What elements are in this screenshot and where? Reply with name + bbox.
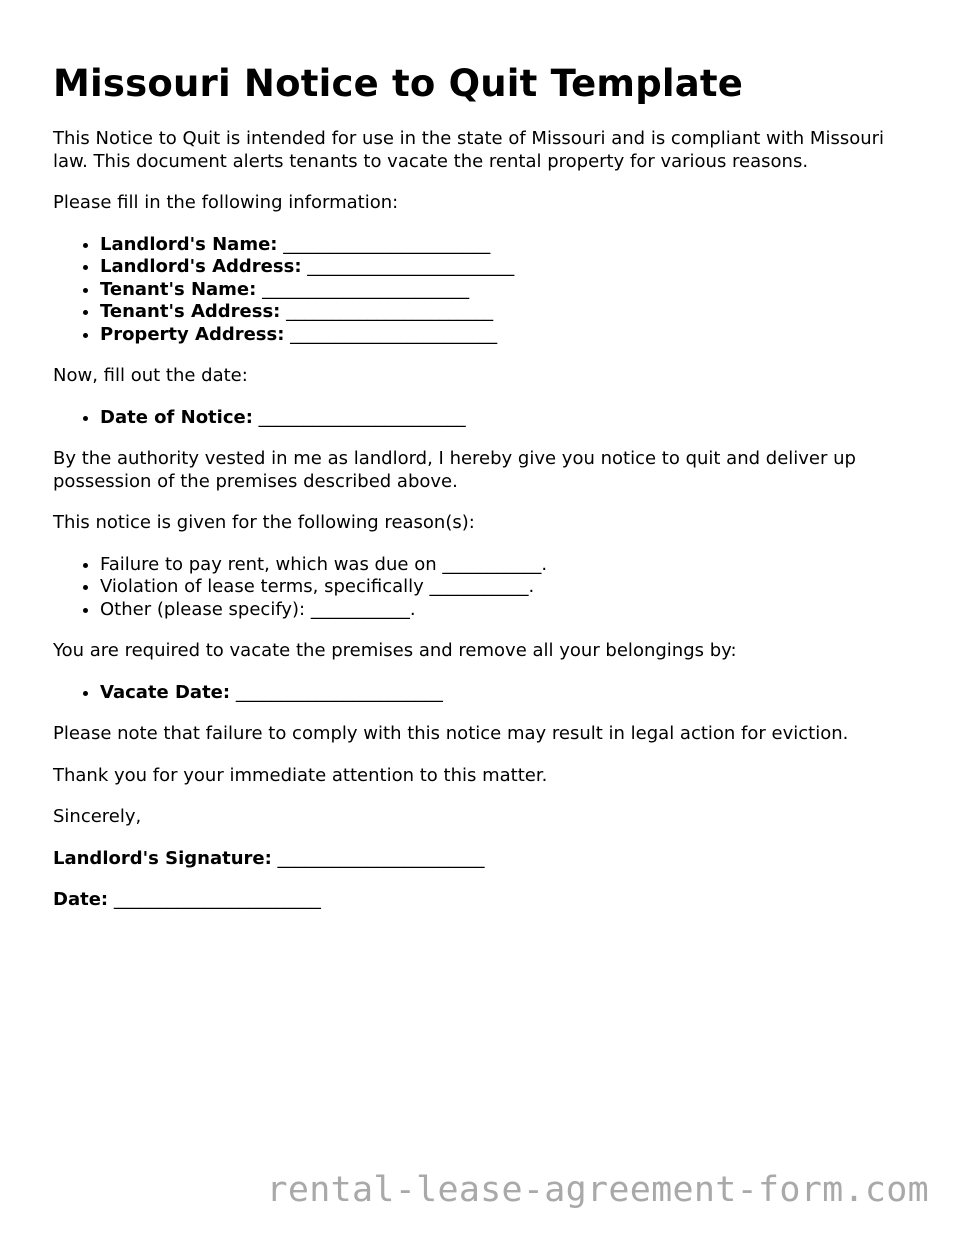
field-label: Vacate Date: bbox=[100, 681, 231, 703]
field-blank: _______________________ bbox=[301, 256, 515, 278]
field-blank: _______________________ bbox=[108, 889, 321, 911]
field-blank: _______________________ bbox=[256, 278, 470, 300]
field-blank: _______________________ bbox=[280, 301, 494, 323]
vacate-field-list bbox=[53, 682, 913, 705]
field-label: Tenant's Name: bbox=[100, 278, 257, 300]
field-blank: _______________________ bbox=[277, 233, 491, 255]
signature-line bbox=[53, 848, 913, 871]
field-blank: _______________________ bbox=[230, 681, 443, 703]
authority-paragraph: By the authority vested in me as landlord, I hereby give you notice to quit and deliver up possession of the premises described above. bbox=[53, 448, 856, 492]
vacate-date-field bbox=[100, 682, 913, 705]
reason-item: • Violation of lease terms, specifically ___________. bbox=[100, 576, 913, 599]
field-label: Date of Notice: bbox=[100, 406, 253, 428]
field-blank: _______________________ bbox=[284, 323, 498, 345]
reason-item: • Failure to pay rent, which was due on ___________. bbox=[100, 554, 913, 577]
reason-item: • Other (please specify): ___________. bbox=[100, 599, 913, 622]
warning-paragraph: Please note that failure to comply with this notice may result in legal action for eviction. bbox=[53, 723, 849, 745]
info-field-list bbox=[53, 234, 913, 347]
thanks-paragraph: Thank you for your immediate attention to this matter. bbox=[53, 764, 548, 786]
info-field-property-address bbox=[100, 324, 913, 347]
watermark: rental-lease-agreement-form.com bbox=[266, 1170, 929, 1210]
intro-paragraph: This Notice to Quit is intended for use in the state of Missouri and is compliant with Missouri law. This document alerts tenants to vacate the rental property for various reasons. bbox=[53, 128, 885, 172]
date-prompt: Now, fill out the date: bbox=[53, 365, 248, 387]
fill-prompt: Please fill in the following information: bbox=[53, 192, 399, 214]
field-label: Landlord's Name: bbox=[100, 233, 278, 255]
closing-line: Sincerely, bbox=[53, 806, 142, 828]
info-field-tenant-address bbox=[100, 301, 913, 324]
info-field-landlord-address bbox=[100, 256, 913, 279]
document-page bbox=[53, 62, 913, 931]
field-label: Property Address: bbox=[100, 323, 285, 345]
date-field-list bbox=[53, 407, 913, 430]
info-field-landlord-name bbox=[100, 234, 913, 257]
reasons-list bbox=[53, 554, 913, 622]
field-blank: _______________________ bbox=[271, 847, 485, 869]
reasons-prompt: This notice is given for the following reason(s): bbox=[53, 512, 475, 534]
vacate-prompt: You are required to vacate the premises and remove all your belongings by: bbox=[53, 640, 737, 662]
field-label: Tenant's Address: bbox=[100, 301, 281, 323]
field-label: Landlord's Address: bbox=[100, 256, 302, 278]
signature-date-line bbox=[53, 889, 913, 912]
date-of-notice-field bbox=[100, 407, 913, 430]
field-blank: _______________________ bbox=[252, 406, 466, 428]
page-title: Missouri Notice to Quit Template bbox=[53, 62, 744, 105]
info-field-tenant-name bbox=[100, 279, 913, 302]
field-label: Landlord's Signature: bbox=[53, 847, 272, 869]
field-label: Date: bbox=[53, 889, 109, 911]
